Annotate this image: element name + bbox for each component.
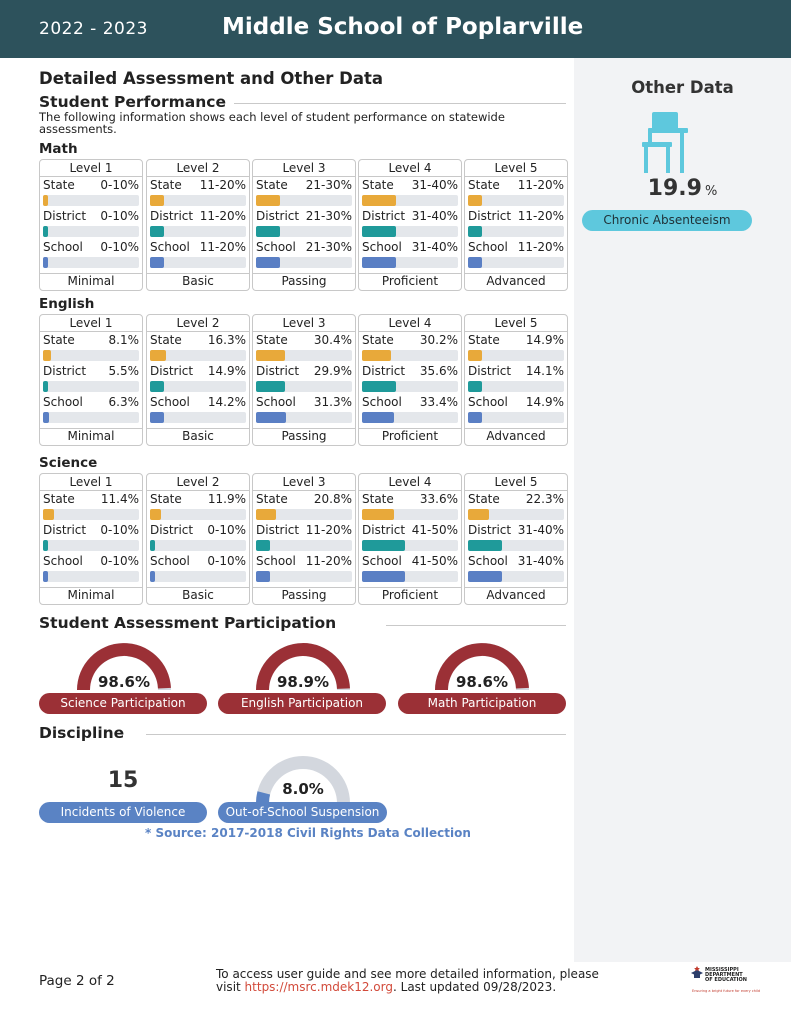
school-bar-track <box>150 412 246 423</box>
participation-value: 98.9% <box>276 673 330 691</box>
state-bar-track <box>362 350 458 361</box>
state-label: State <box>362 333 394 347</box>
state-bar-track <box>256 195 352 206</box>
district-bar-track <box>468 540 564 551</box>
district-bar <box>43 540 48 551</box>
level-title: Level 4 <box>388 475 432 489</box>
divider <box>40 490 142 491</box>
district-bar <box>256 540 270 551</box>
district-value: 0-10% <box>100 209 139 223</box>
other-data-panel <box>574 58 791 962</box>
absenteeism-label: Chronic Absenteeism <box>582 210 752 231</box>
level-card <box>464 159 568 291</box>
school-label: School <box>468 395 508 409</box>
state-bar-track <box>256 509 352 520</box>
school-label: School <box>362 554 402 568</box>
district-bar-track <box>362 226 458 237</box>
state-value: 30.4% <box>313 333 352 347</box>
level-title: Level 3 <box>282 475 326 489</box>
district-bar <box>256 226 280 237</box>
district-bar <box>468 226 482 237</box>
state-bar-track <box>362 195 458 206</box>
school-bar <box>256 257 280 268</box>
district-value: 11-20% <box>199 209 246 223</box>
state-label: State <box>43 492 75 506</box>
state-value: 0-10% <box>100 178 139 192</box>
participation-value: 98.6% <box>97 673 151 691</box>
divider <box>147 176 249 177</box>
district-label: District <box>150 209 194 223</box>
school-label: School <box>43 395 83 409</box>
level-label: Passing <box>281 274 327 288</box>
state-bar-track <box>256 350 352 361</box>
level-title: Level 5 <box>494 161 538 175</box>
district-bar <box>362 226 396 237</box>
district-bar-track <box>256 540 352 551</box>
level-card <box>464 314 568 446</box>
state-bar-track <box>150 509 246 520</box>
subject-heading-science: Science <box>39 455 98 471</box>
state-value: 21-30% <box>305 178 352 192</box>
divider <box>40 176 142 177</box>
state-bar <box>256 195 280 206</box>
state-value: 11.9% <box>207 492 246 506</box>
absenteeism-unit: % <box>704 184 718 199</box>
level-card <box>252 314 356 446</box>
state-label: State <box>150 333 182 347</box>
level-card <box>252 473 356 605</box>
school-label: School <box>256 240 296 254</box>
level-title: Level 2 <box>176 161 220 175</box>
state-value: 22.3% <box>525 492 564 506</box>
logo-name: MISSISSIPPI DEPARTMENT OF EDUCATION <box>705 967 747 983</box>
school-value: 11-20% <box>517 240 564 254</box>
source-note: * Source: 2017-2018 Civil Rights Data Collection <box>145 826 471 840</box>
level-label: Proficient <box>381 274 439 288</box>
level-title: Level 4 <box>388 161 432 175</box>
school-label: School <box>43 554 83 568</box>
school-bar <box>150 571 155 582</box>
school-label: School <box>150 240 190 254</box>
school-bar <box>43 412 49 423</box>
district-label: District <box>256 364 300 378</box>
district-label: District <box>43 209 87 223</box>
page-header <box>0 0 791 58</box>
district-bar <box>468 381 482 392</box>
district-bar <box>150 226 164 237</box>
school-value: 31.3% <box>313 395 352 409</box>
school-bar-track <box>150 257 246 268</box>
level-card <box>358 159 462 291</box>
district-bar <box>468 540 502 551</box>
subject-heading-english: English <box>39 296 95 312</box>
level-title: Level 2 <box>176 316 220 330</box>
school-bar <box>150 412 164 423</box>
level-card <box>39 473 143 605</box>
school-value: 41-50% <box>411 554 458 568</box>
state-value: 30.2% <box>419 333 458 347</box>
district-bar <box>256 381 285 392</box>
district-bar <box>150 381 164 392</box>
state-bar <box>468 509 489 520</box>
level-title: Level 5 <box>494 316 538 330</box>
district-value: 11-20% <box>517 209 564 223</box>
level-card <box>39 159 143 291</box>
divider <box>465 176 567 177</box>
district-label: District <box>362 523 406 537</box>
district-label: District <box>256 523 300 537</box>
school-value: 0-10% <box>100 240 139 254</box>
divider <box>359 331 461 332</box>
school-bar-track <box>256 571 352 582</box>
state-bar <box>150 350 166 361</box>
district-label: District <box>43 364 87 378</box>
district-value: 11-20% <box>305 523 352 537</box>
district-label: District <box>362 364 406 378</box>
district-value: 31-40% <box>517 523 564 537</box>
level-label: Minimal <box>67 429 115 443</box>
school-bar-track <box>43 257 139 268</box>
state-bar <box>256 350 285 361</box>
state-label: State <box>468 492 500 506</box>
level-card <box>146 314 250 446</box>
state-bar <box>43 350 51 361</box>
school-bar-track <box>43 412 139 423</box>
district-bar <box>362 381 396 392</box>
school-value: 0-10% <box>100 554 139 568</box>
state-label: State <box>468 178 500 192</box>
state-value: 16.3% <box>207 333 246 347</box>
district-label: District <box>362 209 406 223</box>
state-label: State <box>150 178 182 192</box>
state-label: State <box>256 178 288 192</box>
state-bar-track <box>150 350 246 361</box>
school-value: 21-30% <box>305 240 352 254</box>
school-bar-track <box>150 571 246 582</box>
section-divider <box>234 103 566 104</box>
school-value: 14.9% <box>525 395 564 409</box>
level-label: Basic <box>182 588 214 602</box>
state-bar-track <box>468 509 564 520</box>
school-value: 33.4% <box>419 395 458 409</box>
school-desk-icon <box>640 110 692 174</box>
school-bar-track <box>362 257 458 268</box>
state-label: State <box>43 178 75 192</box>
district-value: 14.1% <box>525 364 564 378</box>
school-value: 31-40% <box>517 554 564 568</box>
violence-label: Incidents of Violence <box>39 802 207 823</box>
level-card <box>146 159 250 291</box>
suspension-value: 8.0% <box>282 780 324 798</box>
other-data-title: Other Data <box>631 78 734 97</box>
district-bar <box>43 381 48 392</box>
state-bar <box>468 350 482 361</box>
state-bar <box>362 509 394 520</box>
level-title: Level 2 <box>176 475 220 489</box>
participation-label: Science Participation <box>39 693 207 714</box>
level-label: Passing <box>281 429 327 443</box>
school-label: School <box>150 554 190 568</box>
student-performance-heading: Student Performance <box>39 93 226 111</box>
district-value: 35.6% <box>419 364 458 378</box>
level-label: Minimal <box>67 274 115 288</box>
district-bar-track <box>150 540 246 551</box>
divider <box>253 331 355 332</box>
school-bar <box>362 412 394 423</box>
school-bar <box>468 257 482 268</box>
level-title: Level 1 <box>69 475 113 489</box>
level-title: Level 3 <box>282 316 326 330</box>
state-value: 8.1% <box>108 333 139 347</box>
level-title: Level 3 <box>282 161 326 175</box>
district-label: District <box>150 364 194 378</box>
school-year: 2022 - 2023 <box>39 19 148 39</box>
school-label: School <box>468 240 508 254</box>
state-bar <box>362 195 396 206</box>
school-bar <box>362 571 405 582</box>
district-label: District <box>468 364 512 378</box>
state-value: 20.8% <box>313 492 352 506</box>
participation-heading: Student Assessment Participation <box>39 614 337 632</box>
state-value: 33.6% <box>419 492 458 506</box>
divider <box>147 490 249 491</box>
participation-label: Math Participation <box>398 693 566 714</box>
district-bar-track <box>468 226 564 237</box>
level-card <box>146 473 250 605</box>
suspension-label: Out-of-School Suspension <box>218 802 387 823</box>
school-bar <box>150 257 164 268</box>
state-bar-track <box>150 195 246 206</box>
divider <box>253 490 355 491</box>
graduation-cap-icon <box>690 966 704 984</box>
school-bar <box>468 412 482 423</box>
school-bar <box>362 257 396 268</box>
state-label: State <box>150 492 182 506</box>
level-label: Advanced <box>486 588 546 602</box>
level-card <box>464 473 568 605</box>
school-label: School <box>468 554 508 568</box>
school-bar-track <box>362 412 458 423</box>
school-bar <box>43 257 48 268</box>
school-bar <box>43 571 48 582</box>
state-bar <box>43 195 48 206</box>
level-label: Basic <box>182 274 214 288</box>
participation-value: 98.6% <box>455 673 509 691</box>
state-bar-track <box>43 195 139 206</box>
district-bar-track <box>468 381 564 392</box>
state-bar-track <box>468 195 564 206</box>
district-bar-track <box>43 226 139 237</box>
school-label: School <box>256 554 296 568</box>
subject-heading-math: Math <box>39 141 78 157</box>
state-value: 11.4% <box>100 492 139 506</box>
district-bar-track <box>43 381 139 392</box>
school-bar <box>256 412 286 423</box>
district-label: District <box>43 523 87 537</box>
school-bar-track <box>256 412 352 423</box>
state-bar <box>468 195 482 206</box>
district-bar <box>150 540 155 551</box>
school-value: 11-20% <box>199 240 246 254</box>
district-value: 5.5% <box>108 364 139 378</box>
school-label: School <box>256 395 296 409</box>
state-bar <box>362 350 391 361</box>
school-bar <box>468 571 502 582</box>
school-bar-track <box>468 257 564 268</box>
district-bar-track <box>362 540 458 551</box>
state-label: State <box>362 178 394 192</box>
school-bar-track <box>468 571 564 582</box>
divider <box>465 490 567 491</box>
level-label: Advanced <box>486 274 546 288</box>
district-value: 14.9% <box>207 364 246 378</box>
school-label: School <box>362 395 402 409</box>
school-name: Middle School of Poplarville <box>222 14 584 40</box>
absenteeism-number: 19.9 <box>647 176 702 201</box>
state-bar-track <box>43 350 139 361</box>
district-label: District <box>256 209 300 223</box>
level-card <box>252 159 356 291</box>
level-card <box>39 314 143 446</box>
participation-label: English Participation <box>218 693 386 714</box>
district-label: District <box>468 523 512 537</box>
school-value: 31-40% <box>411 240 458 254</box>
msrc-link[interactable]: https://msrc.mdek12.org <box>244 980 393 994</box>
school-bar-track <box>256 257 352 268</box>
divider <box>40 331 142 332</box>
state-bar <box>150 509 161 520</box>
school-value: 6.3% <box>108 395 139 409</box>
level-label: Minimal <box>67 588 115 602</box>
divider <box>253 176 355 177</box>
violence-count: 15 <box>107 768 139 793</box>
district-value: 0-10% <box>100 523 139 537</box>
state-bar <box>150 195 164 206</box>
level-label: Proficient <box>381 429 439 443</box>
district-bar-track <box>256 226 352 237</box>
district-value: 21-30% <box>305 209 352 223</box>
state-bar-track <box>468 350 564 361</box>
school-bar <box>256 571 270 582</box>
state-bar-track <box>43 509 139 520</box>
state-label: State <box>256 333 288 347</box>
divider <box>359 176 461 177</box>
district-label: District <box>468 209 512 223</box>
school-label: School <box>43 240 83 254</box>
state-value: 14.9% <box>525 333 564 347</box>
divider <box>147 331 249 332</box>
district-bar-track <box>43 540 139 551</box>
level-card <box>358 314 462 446</box>
school-value: 14.2% <box>207 395 246 409</box>
level-title: Level 1 <box>69 316 113 330</box>
mde-logo <box>690 966 761 996</box>
discipline-heading: Discipline <box>39 724 125 742</box>
level-title: Level 5 <box>494 475 538 489</box>
state-value: 31-40% <box>411 178 458 192</box>
school-label: School <box>362 240 402 254</box>
district-bar-track <box>150 381 246 392</box>
district-value: 41-50% <box>411 523 458 537</box>
level-card <box>358 473 462 605</box>
divider <box>465 331 567 332</box>
district-bar-track <box>362 381 458 392</box>
state-label: State <box>362 492 394 506</box>
section-divider <box>386 625 566 626</box>
state-bar <box>256 509 276 520</box>
school-bar-track <box>43 571 139 582</box>
level-label: Advanced <box>486 429 546 443</box>
level-label: Proficient <box>381 588 439 602</box>
state-value: 11-20% <box>517 178 564 192</box>
state-label: State <box>468 333 500 347</box>
level-title: Level 1 <box>69 161 113 175</box>
level-label: Passing <box>281 588 327 602</box>
performance-description: The following information shows each level of student performance on statewide assessments. <box>39 110 505 136</box>
district-bar <box>362 540 405 551</box>
footer-text <box>216 968 616 994</box>
page-number: Page 2 of 2 <box>39 973 115 989</box>
state-value: 11-20% <box>199 178 246 192</box>
school-value: 0-10% <box>207 554 246 568</box>
district-bar <box>43 226 48 237</box>
page-title: Detailed Assessment and Other Data <box>39 69 383 88</box>
district-value: 0-10% <box>207 523 246 537</box>
school-bar-track <box>362 571 458 582</box>
state-bar-track <box>362 509 458 520</box>
district-bar-track <box>150 226 246 237</box>
school-bar-track <box>468 412 564 423</box>
level-label: Basic <box>182 429 214 443</box>
level-title: Level 4 <box>388 316 432 330</box>
footer-text-after: . Last updated 09/28/2023. <box>393 980 557 994</box>
footer-text-before: To access user guide and see more detailed information, please visit <box>216 967 599 994</box>
state-bar <box>43 509 54 520</box>
absenteeism-value <box>574 176 791 201</box>
district-value: 29.9% <box>313 364 352 378</box>
section-divider <box>146 734 566 735</box>
district-label: District <box>150 523 194 537</box>
school-label: School <box>150 395 190 409</box>
state-label: State <box>43 333 75 347</box>
divider <box>359 490 461 491</box>
logo-tagline: Ensuring a bright future for every child <box>692 989 761 993</box>
school-value: 11-20% <box>305 554 352 568</box>
state-label: State <box>256 492 288 506</box>
district-value: 31-40% <box>411 209 458 223</box>
district-bar-track <box>256 381 352 392</box>
